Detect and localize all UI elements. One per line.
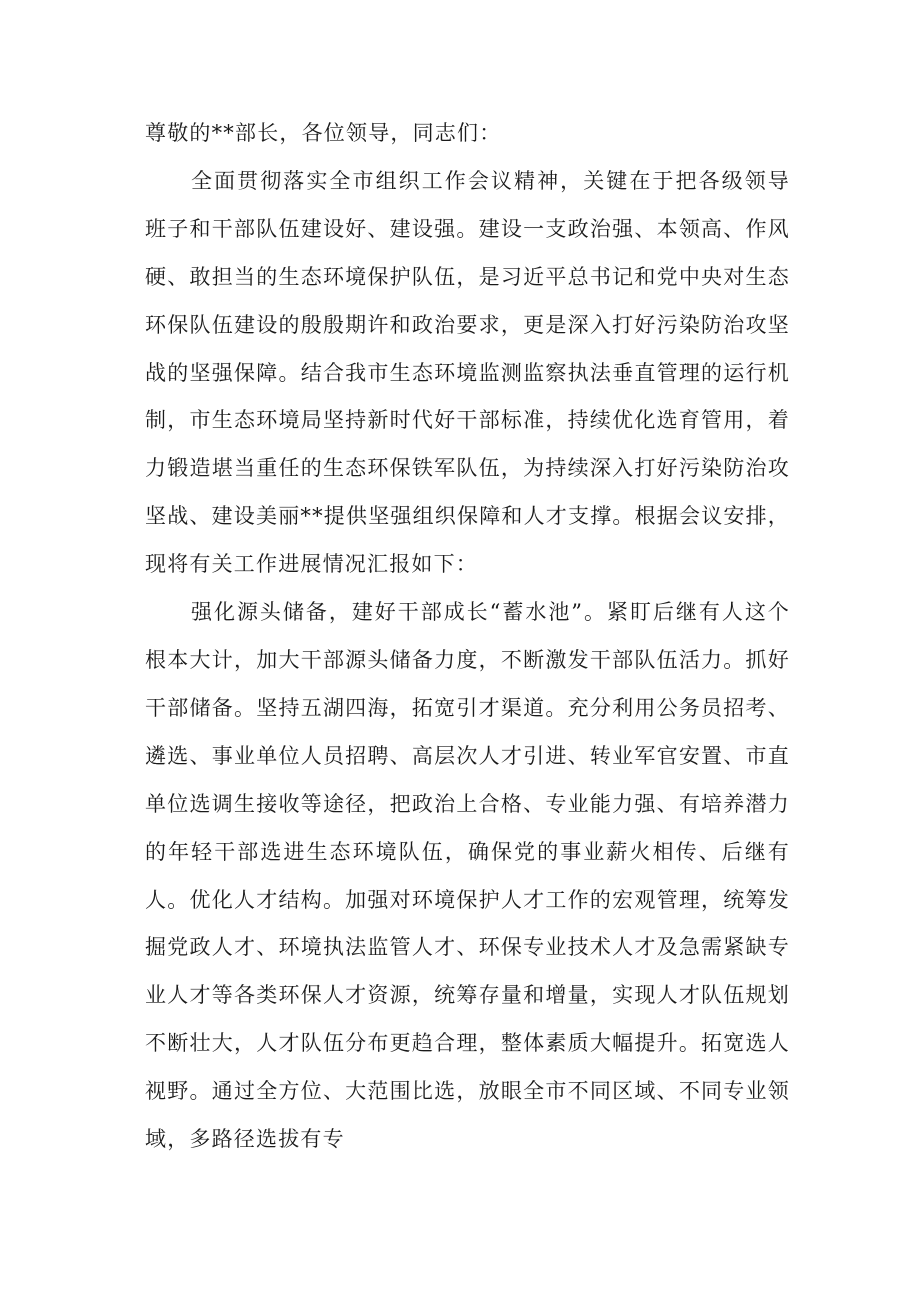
salutation: 尊敬的**部长，各位领导，同志们： (145, 121, 502, 145)
document-body (145, 110, 790, 1164)
paragraph-source-reserve: 强化源头储备，建好干部成长“蓄水池”。紧盯后继有人这个根本大计，加大干部源头储备力度，不断激发干部队伍活力。抓好干部储备。坚持五湖四海，拓宽引才渠道。充分利用公务员招考、遴选、事业单位人员招聘、高层次人才引进、转业军官安置、市直单位选调生接收等途径，把政治上合格、专业能力强、有培养潜力的年轻干部选进生态环境队伍，确保党的事业薪火相传、后继有人。优化人才结构。加强对环境保护人才工作的宏观管理，统筹发掘党政人才、环境执法监管人才、环保专业技术人才及急需紧缺专业人才等各类环保人才资源，统筹存量和增量，实现人才队伍规划不断壮大，人才队伍分布更趋合理，整体素质大幅提升。拓宽选人视野。通过全方位、大范围比选，放眼全市不同区域、不同专业领域，多路径选拔有专 (145, 600, 790, 1152)
paragraph-intro: 全面贯彻落实全市组织工作会议精神，关键在于把各级领导班子和干部队伍建设好、建设强。建设一支政治强、本领高、作风硬、敢担当的生态环境保护队伍，是习近平总书记和党中央对生态环保队伍建设的殷殷期许和政治要求，更是深入打好污染防治攻坚战的坚强保障。结合我市生态环境监测监察执法垂直管理的运行机制，市生态环境局坚持新时代好干部标准，持续优化选育管用，着力锻造堪当重任的生态环保铁军队伍，为持续深入打好污染防治攻坚战、建设美丽**提供坚强组织保障和人才支撑。根据会议安排，现将有关工作进展情况汇报如下： (145, 168, 790, 577)
